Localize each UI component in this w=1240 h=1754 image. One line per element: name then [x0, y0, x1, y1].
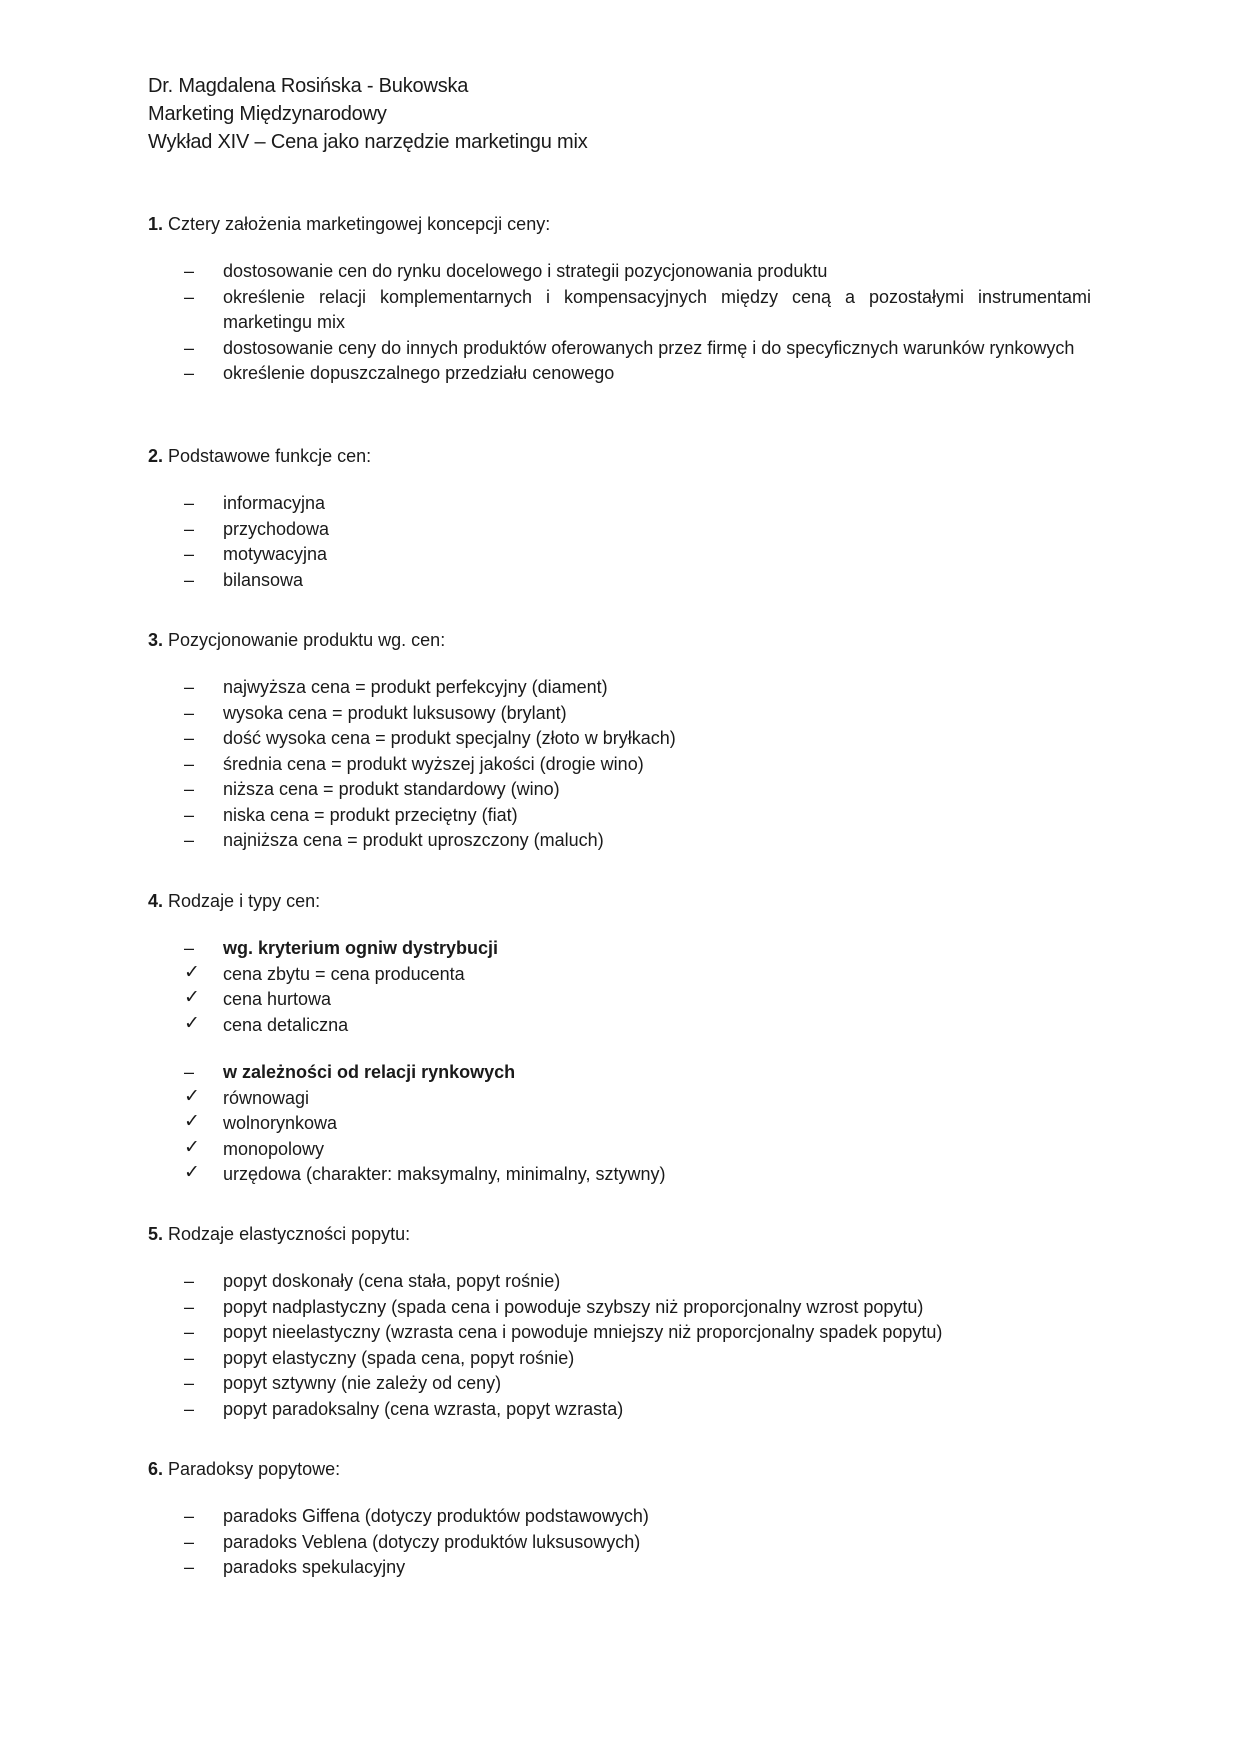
list-group: [148, 936, 1091, 962]
list-item: ✓ cena hurtowa: [184, 987, 332, 1009]
section-4: [148, 888, 1098, 1188]
list-item: – określenie relacji komplementarnych i kompensacyjnych między ceną a pozostałymi instrumentami marketingu mix: [184, 286, 1091, 332]
bullet-list: [148, 1504, 1098, 1581]
check-icon: ✓: [184, 961, 200, 983]
dash-icon: –: [184, 1271, 195, 1291]
check-icon: ✓: [184, 1136, 200, 1158]
list-item: – popyt nadplastyczny (spada cena i powoduje szybszy niż proporcjonalny wzrost popytu): [148, 1295, 1091, 1321]
list-item: ✓ cena detaliczna: [184, 1012, 349, 1035]
dash-icon: –: [184, 938, 195, 958]
document-header: [148, 72, 588, 156]
check-icon: ✓: [184, 1012, 200, 1034]
list-item: – średnia cena = produkt wyższej jakości (drogie wino): [148, 752, 1091, 778]
list-item: – dostosowanie ceny do innych produktów oferowanych przez firmę i do specyficznych warunków rynkowych: [148, 336, 1091, 362]
bullet-list: [148, 1060, 1098, 1086]
dash-icon: –: [184, 677, 195, 697]
dash-icon: –: [184, 1398, 195, 1419]
section-2: [148, 443, 1098, 593]
lecture-title: Wykład XIV – Cena jako narzędzie marketingu mix: [148, 131, 588, 153]
list-item: – bilansowa: [148, 568, 1091, 594]
check-icon: ✓: [184, 1111, 200, 1132]
section-title: 2. Podstawowe funkcje cen:: [148, 446, 372, 466]
list-item: ✓ równowagi: [184, 1085, 310, 1108]
section-title: 6. Paradoksy popytowe:: [148, 1459, 341, 1479]
dash-icon: –: [184, 1347, 195, 1368]
check-icon: ✓: [184, 987, 200, 1008]
list-group: [148, 1060, 1091, 1086]
check-list: [148, 1086, 1098, 1188]
list-item: – informacyjna: [148, 491, 1091, 517]
section-title: 4. Rodzaje i typy cen:: [148, 891, 321, 911]
dash-icon: –: [184, 1373, 195, 1393]
section-title: 1. Cztery założenia marketingowej koncepcji ceny:: [148, 214, 551, 234]
dash-icon: –: [184, 569, 195, 590]
list-item: – popyt doskonały (cena stała, popyt rośnie): [148, 1269, 1091, 1295]
dash-icon: –: [184, 779, 195, 799]
section-1: [148, 211, 1098, 387]
dash-icon: –: [184, 753, 195, 774]
list-item: – paradoks Giffena (dotyczy produktów podstawowych): [148, 1504, 1091, 1530]
dash-icon: –: [184, 544, 195, 564]
section-title: 5. Rodzaje elastyczności popytu:: [148, 1224, 411, 1244]
dash-icon: –: [184, 1296, 195, 1317]
list-item: – popyt nieelastyczny (wzrasta cena i powoduje mniejszy niż proporcjonalny spadek popytu): [148, 1320, 1091, 1346]
dash-icon: –: [184, 728, 195, 748]
check-list: [148, 962, 1098, 1039]
section-title: 3. Pozycjonowanie produktu wg. cen:: [148, 630, 446, 650]
dash-icon: –: [184, 1062, 195, 1082]
list-item: – niska cena = produkt przeciętny (fiat): [148, 803, 1091, 829]
dash-icon: –: [184, 493, 195, 513]
author-name: Dr. Magdalena Rosińska - Bukowska: [148, 75, 469, 97]
bullet-list: [148, 936, 1098, 962]
list-item: – paradoks Veblena (dotyczy produktów luksusowych): [148, 1530, 1091, 1556]
list-item: – przychodowa: [148, 517, 1091, 543]
section-5: [148, 1221, 1098, 1422]
list-item: – popyt sztywny (nie zależy od ceny): [148, 1371, 1091, 1397]
dash-icon: –: [184, 518, 195, 539]
list-item: ✓ urzędowa (charakter: maksymalny, minimalny, sztywny): [184, 1162, 666, 1184]
dash-icon: –: [184, 830, 195, 850]
bullet-list: [148, 1269, 1098, 1422]
list-item: – najniższa cena = produkt uproszczony (maluch): [148, 828, 1091, 854]
dash-icon: –: [184, 1531, 195, 1552]
list-item: – dość wysoka cena = produkt specjalny (złoto w bryłkach): [148, 726, 1091, 752]
course-name: Marketing Międzynarodowy: [148, 103, 387, 125]
dash-icon: –: [184, 363, 195, 383]
bullet-list: [148, 259, 1098, 387]
group-heading: wg. kryterium ogniw dystrybucji: [223, 938, 499, 958]
dash-icon: –: [184, 337, 195, 358]
list-item: ✓ monopolowy: [184, 1136, 325, 1159]
dash-icon: –: [184, 1322, 195, 1342]
list-item: – niższa cena = produkt standardowy (wino): [148, 777, 1091, 803]
dash-icon: –: [184, 1506, 195, 1526]
list-item: – dostosowanie cen do rynku docelowego i strategii pozycjonowania produktu: [148, 259, 1091, 285]
list-item: – paradoks spekulacyjny: [148, 1555, 1091, 1581]
list-item: – popyt paradoksalny (cena wzrasta, popyt wzrasta): [148, 1397, 1091, 1423]
list-item: – określenie dopuszczalnego przedziału cenowego: [148, 361, 1091, 387]
dash-icon: –: [184, 286, 195, 307]
check-icon: ✓: [184, 1085, 200, 1107]
dash-icon: –: [184, 1557, 195, 1577]
list-item: – wysoka cena = produkt luksusowy (brylant): [148, 701, 1091, 727]
section-6: [148, 1456, 1098, 1581]
group-heading: w zależności od relacji rynkowych: [223, 1062, 516, 1082]
bullet-list: [148, 675, 1098, 854]
list-item: – najwyższa cena = produkt perfekcyjny (diament): [148, 675, 1091, 701]
list-item: ✓ wolnorynkowa: [184, 1111, 338, 1133]
check-icon: ✓: [184, 1162, 200, 1183]
bullet-list: [148, 491, 1098, 593]
list-item: – motywacyjna: [148, 542, 1091, 568]
section-3: [148, 627, 1098, 854]
dash-icon: –: [184, 261, 195, 281]
list-item: ✓ cena zbytu = cena producenta: [184, 961, 465, 984]
dash-icon: –: [184, 702, 195, 723]
dash-icon: –: [184, 804, 195, 825]
list-item: – popyt elastyczny (spada cena, popyt rośnie): [148, 1346, 1091, 1372]
